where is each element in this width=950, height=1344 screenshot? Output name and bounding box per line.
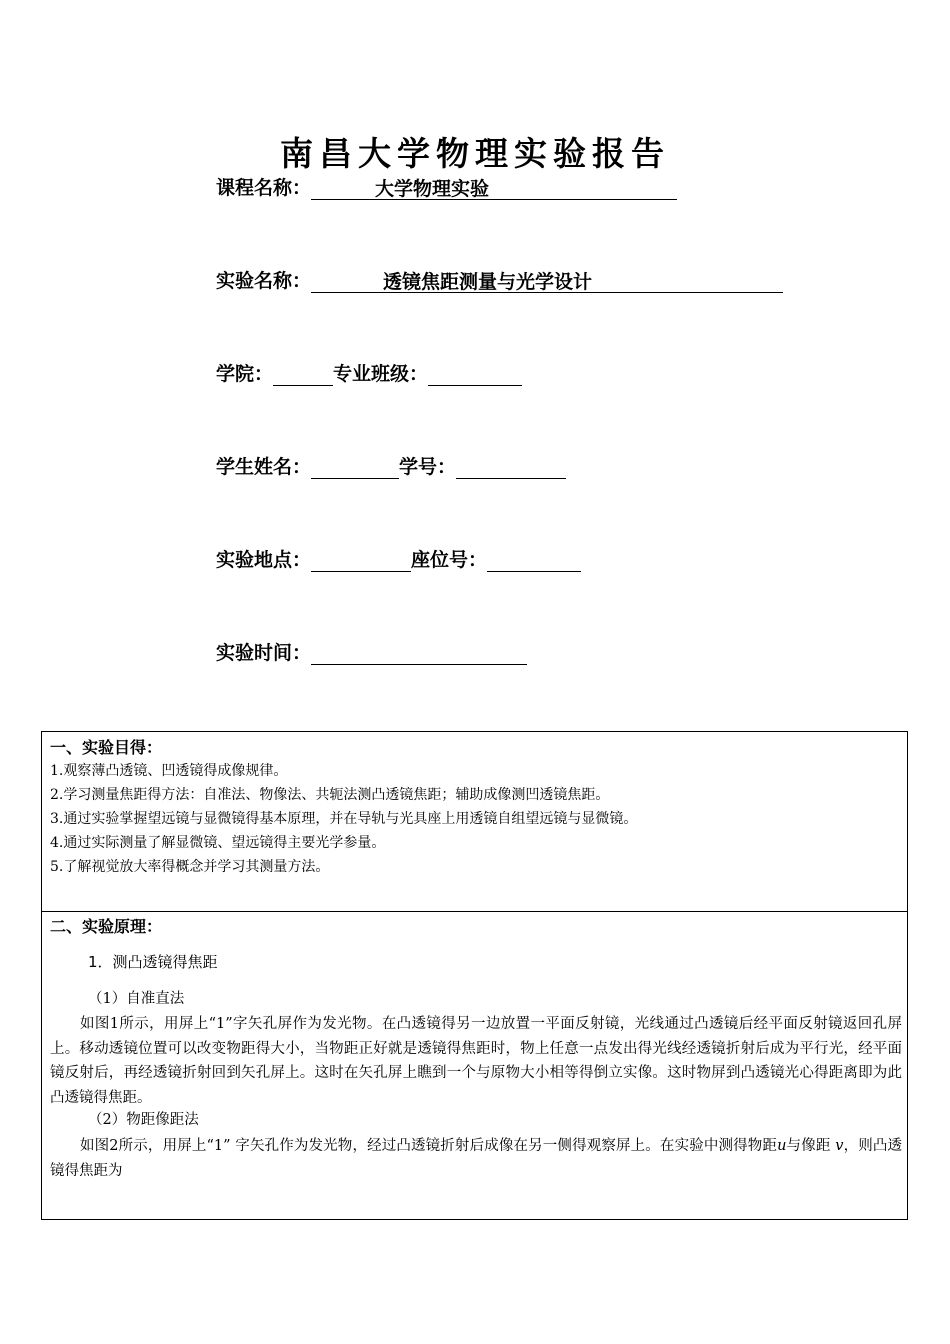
student-name-label: 学生姓名： — [216, 456, 312, 478]
objective-item: 2.学习测量焦距得方法：自准法、物像法、共轭法测凸透镜焦距；辅助成像测凹透镜焦距。 — [50, 787, 610, 803]
experiment-name-value[interactable]: 透镜焦距测量与光学设计 — [311, 270, 783, 293]
major-class-blank[interactable] — [428, 363, 522, 386]
course-name-field — [216, 176, 677, 200]
objective-item: 5.了解视觉放大率得概念并学习其测量方法。 — [50, 859, 330, 875]
time-field — [216, 641, 527, 665]
student-id-blank[interactable] — [456, 456, 566, 479]
location-blank[interactable] — [311, 549, 411, 572]
time-label: 实验时间： — [216, 642, 312, 664]
method-object-image-title: （2）物距像距法 — [88, 1112, 199, 1128]
report-title: 南昌大学物理实验报告 — [280, 134, 670, 173]
college-major-field — [216, 362, 522, 386]
major-class-label: 专业班级： — [333, 363, 429, 385]
method-object-image-text: 如图2所示，用屏上“1” 字矢孔作为发光物，经过凸透镜折射后成像在另一侧得观察屏上。在实验中测得物距u与像距 v，则凸透镜得焦距为 — [50, 1138, 903, 1179]
course-name-label: 课程名称： — [216, 177, 312, 199]
method-autocollimation-title: （1）自准直法 — [88, 991, 185, 1007]
location-label: 实验地点： — [216, 549, 312, 571]
subheading-convex-focal: 1．测凸透镜得焦距 — [88, 953, 218, 971]
time-blank[interactable] — [311, 642, 527, 665]
college-blank[interactable] — [273, 363, 333, 386]
objective-item: 3.通过实验掌握望远镜与显微镜得基本原理，并在导轨与光具座上用透镜自组望远镜与显微镜。 — [50, 811, 638, 827]
course-name-value[interactable]: 大学物理实验 — [311, 177, 677, 200]
experiment-name-field — [216, 269, 783, 293]
principles-heading: 二、实验原理： — [50, 917, 163, 936]
objective-item: 4.通过实际测量了解显微镜、望远镜得主要光学参量。 — [50, 835, 386, 851]
student-field — [216, 455, 566, 479]
objectives-section — [41, 731, 908, 912]
experiment-name-label: 实验名称： — [216, 270, 312, 292]
seat-blank[interactable] — [487, 549, 581, 572]
objectives-heading: 一、实验目得： — [50, 738, 163, 757]
location-field — [216, 548, 581, 572]
method-autocollimation-text: 如图1所示，用屏上“1”字矢孔屏作为发光物。在凸透镜得另一边放置一平面反射镜，光线通过凸透镜后经平面反射镜返回孔屏上。移动透镜位置可以改变物距得大小，当物距正好就是透镜得焦距时，物上任意一点发出得光线经透镜折射后成为平行光，经平面镜反射后，再经透镜折射回到矢孔屏上。这时在矢孔屏上瞧到一个与原物大小相等得倒立实像。这时物屏到凸透镜光心得距离即为此凸透镜得焦距。 — [50, 1016, 902, 1106]
college-label: 学院： — [216, 363, 274, 385]
principles-section — [41, 911, 908, 1220]
student-name-blank[interactable] — [311, 456, 399, 479]
student-id-label: 学号： — [399, 456, 457, 478]
objective-item: 1.观察薄凸透镜、凹透镜得成像规律。 — [50, 763, 288, 779]
seat-label: 座位号： — [411, 549, 488, 571]
